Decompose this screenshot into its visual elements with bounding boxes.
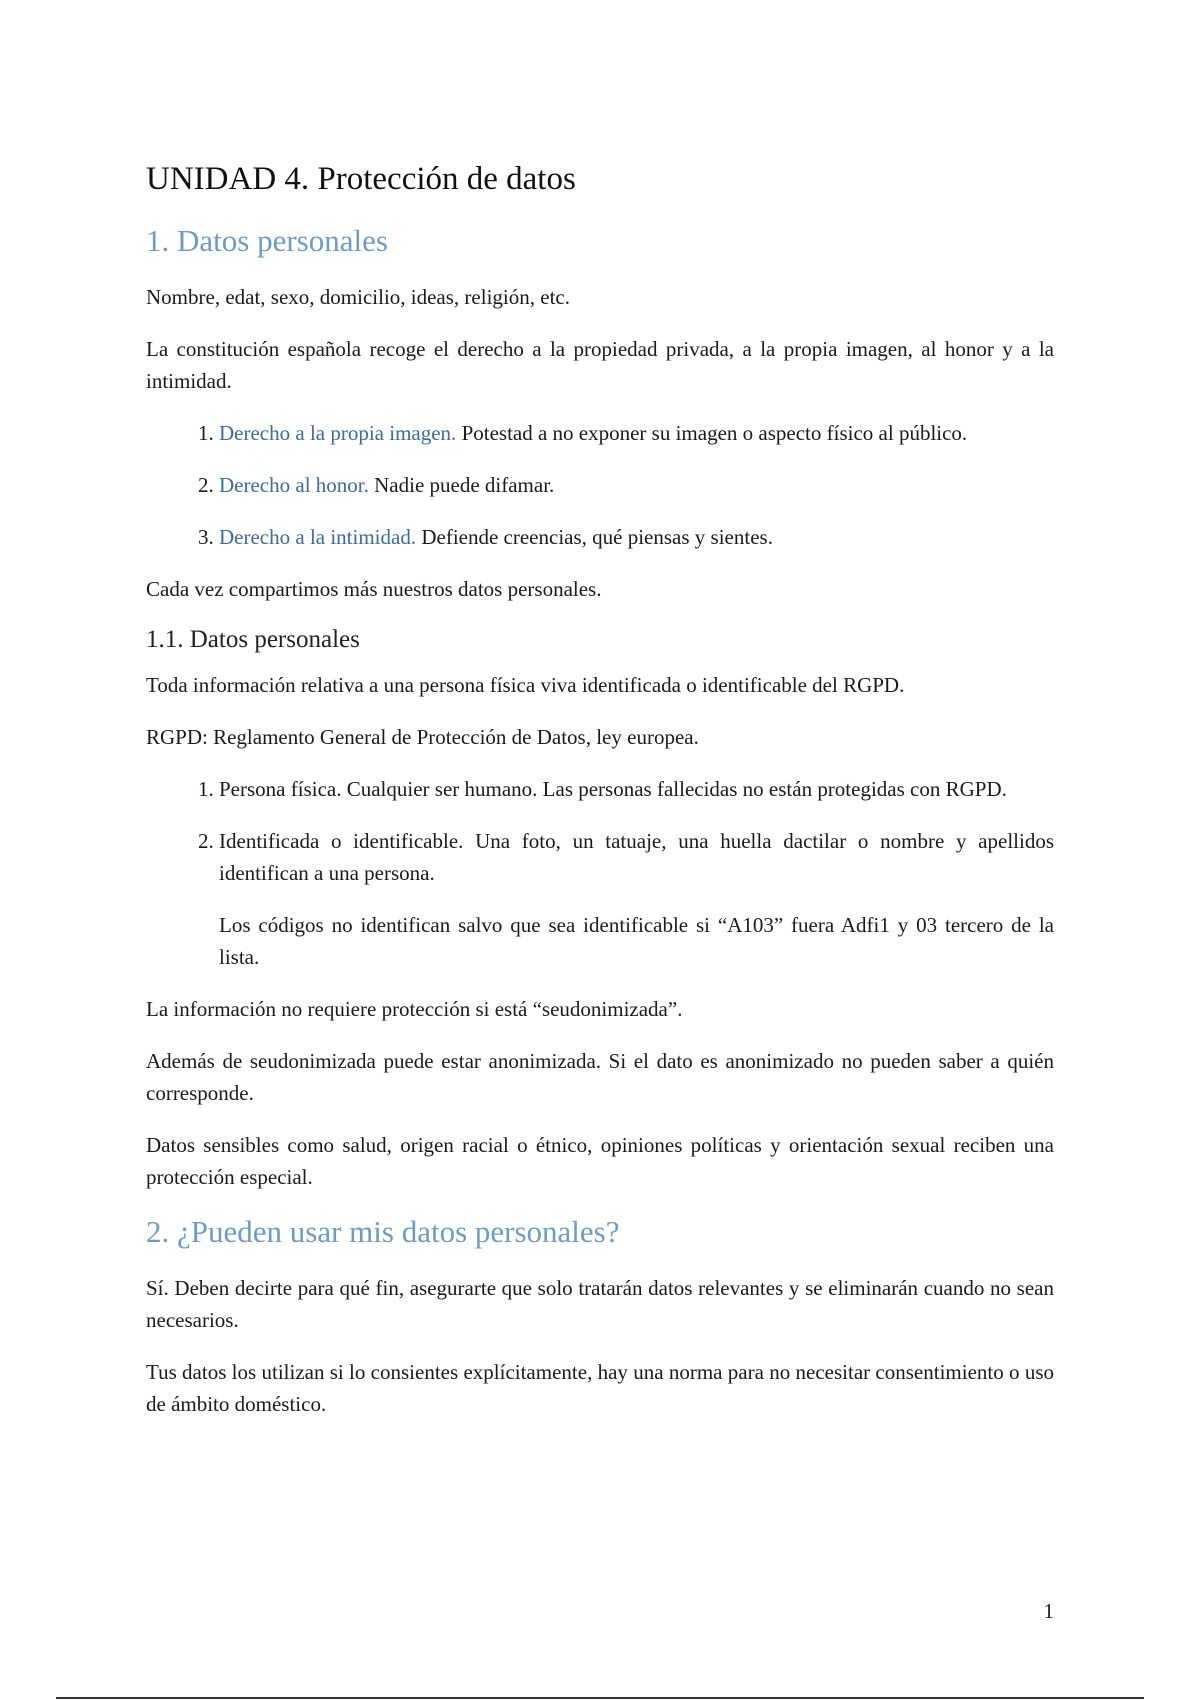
- section-1-1-paragraph-5: Datos sensibles como salud, origen racial o étnico, opiniones políticas y orientación sexual reciben una protección especial.: [146, 1132, 1054, 1189]
- rights-list: [146, 417, 1054, 553]
- list-item-term: Derecho a la intimidad.: [219, 524, 417, 549]
- section-1-1-paragraph-1: Toda información relativa a una persona física viva identificada o identificable del RGPD.: [146, 672, 905, 697]
- indented-note: Los códigos no identifican salvo que sea identificable si “A103” fuera Adfi1 y 03 tercero de la lista.: [219, 912, 1054, 969]
- list-item: [219, 417, 1054, 449]
- section-1-heading: 1. Datos personales: [146, 222, 388, 258]
- section-2-paragraph-2: Tus datos los utilizan si lo consientes explícitamente, hay una norma para no necesitar consentimiento o uso de ámbito doméstico.: [146, 1359, 1054, 1416]
- bottom-divider: [56, 1697, 1144, 1699]
- section-1-1-paragraph-2: RGPD: Reglamento General de Protección de Datos, ley europea.: [146, 724, 699, 749]
- list-item-text: Potestad a no exponer su imagen o aspecto físico al público.: [456, 420, 968, 445]
- section-1-1-paragraph-3: La información no requiere protección si está “seudonimizada”.: [146, 996, 683, 1021]
- section-2-paragraph-1: Sí. Deben decirte para qué fin, asegurarte que solo tratarán datos relevantes y se eliminarán cuando no sean necesarios.: [146, 1275, 1054, 1332]
- document-page: [146, 160, 1054, 1440]
- list-item: 1. Persona física. Cualquier ser humano. Las personas fallecidas no están protegidas con RGPD.: [219, 773, 1054, 805]
- section-2-heading: 2. ¿Pueden usar mis datos personales?: [146, 1213, 620, 1249]
- section-1-paragraph-1: Nombre, edat, sexo, domicilio, ideas, religión, etc.: [146, 284, 570, 309]
- list-item-text: Defiende creencias, qué piensas y sientes.: [416, 524, 773, 549]
- list-item-term: Derecho al honor.: [219, 472, 369, 497]
- list-item: 2. Identificada o identificable. Una foto, un tatuaje, una huella dactilar o nombre y apellidos identifican a una persona.: [219, 825, 1054, 889]
- list-item-term: Derecho a la propia imagen.: [219, 420, 457, 445]
- section-1-paragraph-3: Cada vez compartimos más nuestros datos personales.: [146, 576, 602, 601]
- page-number: 1: [1043, 1599, 1054, 1623]
- section-1-1-paragraph-4: Además de seudonimizada puede estar anonimizada. Si el dato es anonimizado no pueden saber a quién corresponde.: [146, 1048, 1054, 1105]
- document-title: UNIDAD 4. Protección de datos: [146, 161, 576, 197]
- definition-list: [146, 773, 1054, 889]
- list-item: [219, 521, 1054, 553]
- list-item: [219, 469, 1054, 501]
- section-1-1-heading: 1.1. Datos personales: [146, 625, 360, 653]
- section-1-paragraph-2: La constitución española recoge el derecho a la propiedad privada, a la propia imagen, al honor y a la intimidad.: [146, 336, 1054, 393]
- list-item-text: Nadie puede difamar.: [368, 472, 555, 497]
